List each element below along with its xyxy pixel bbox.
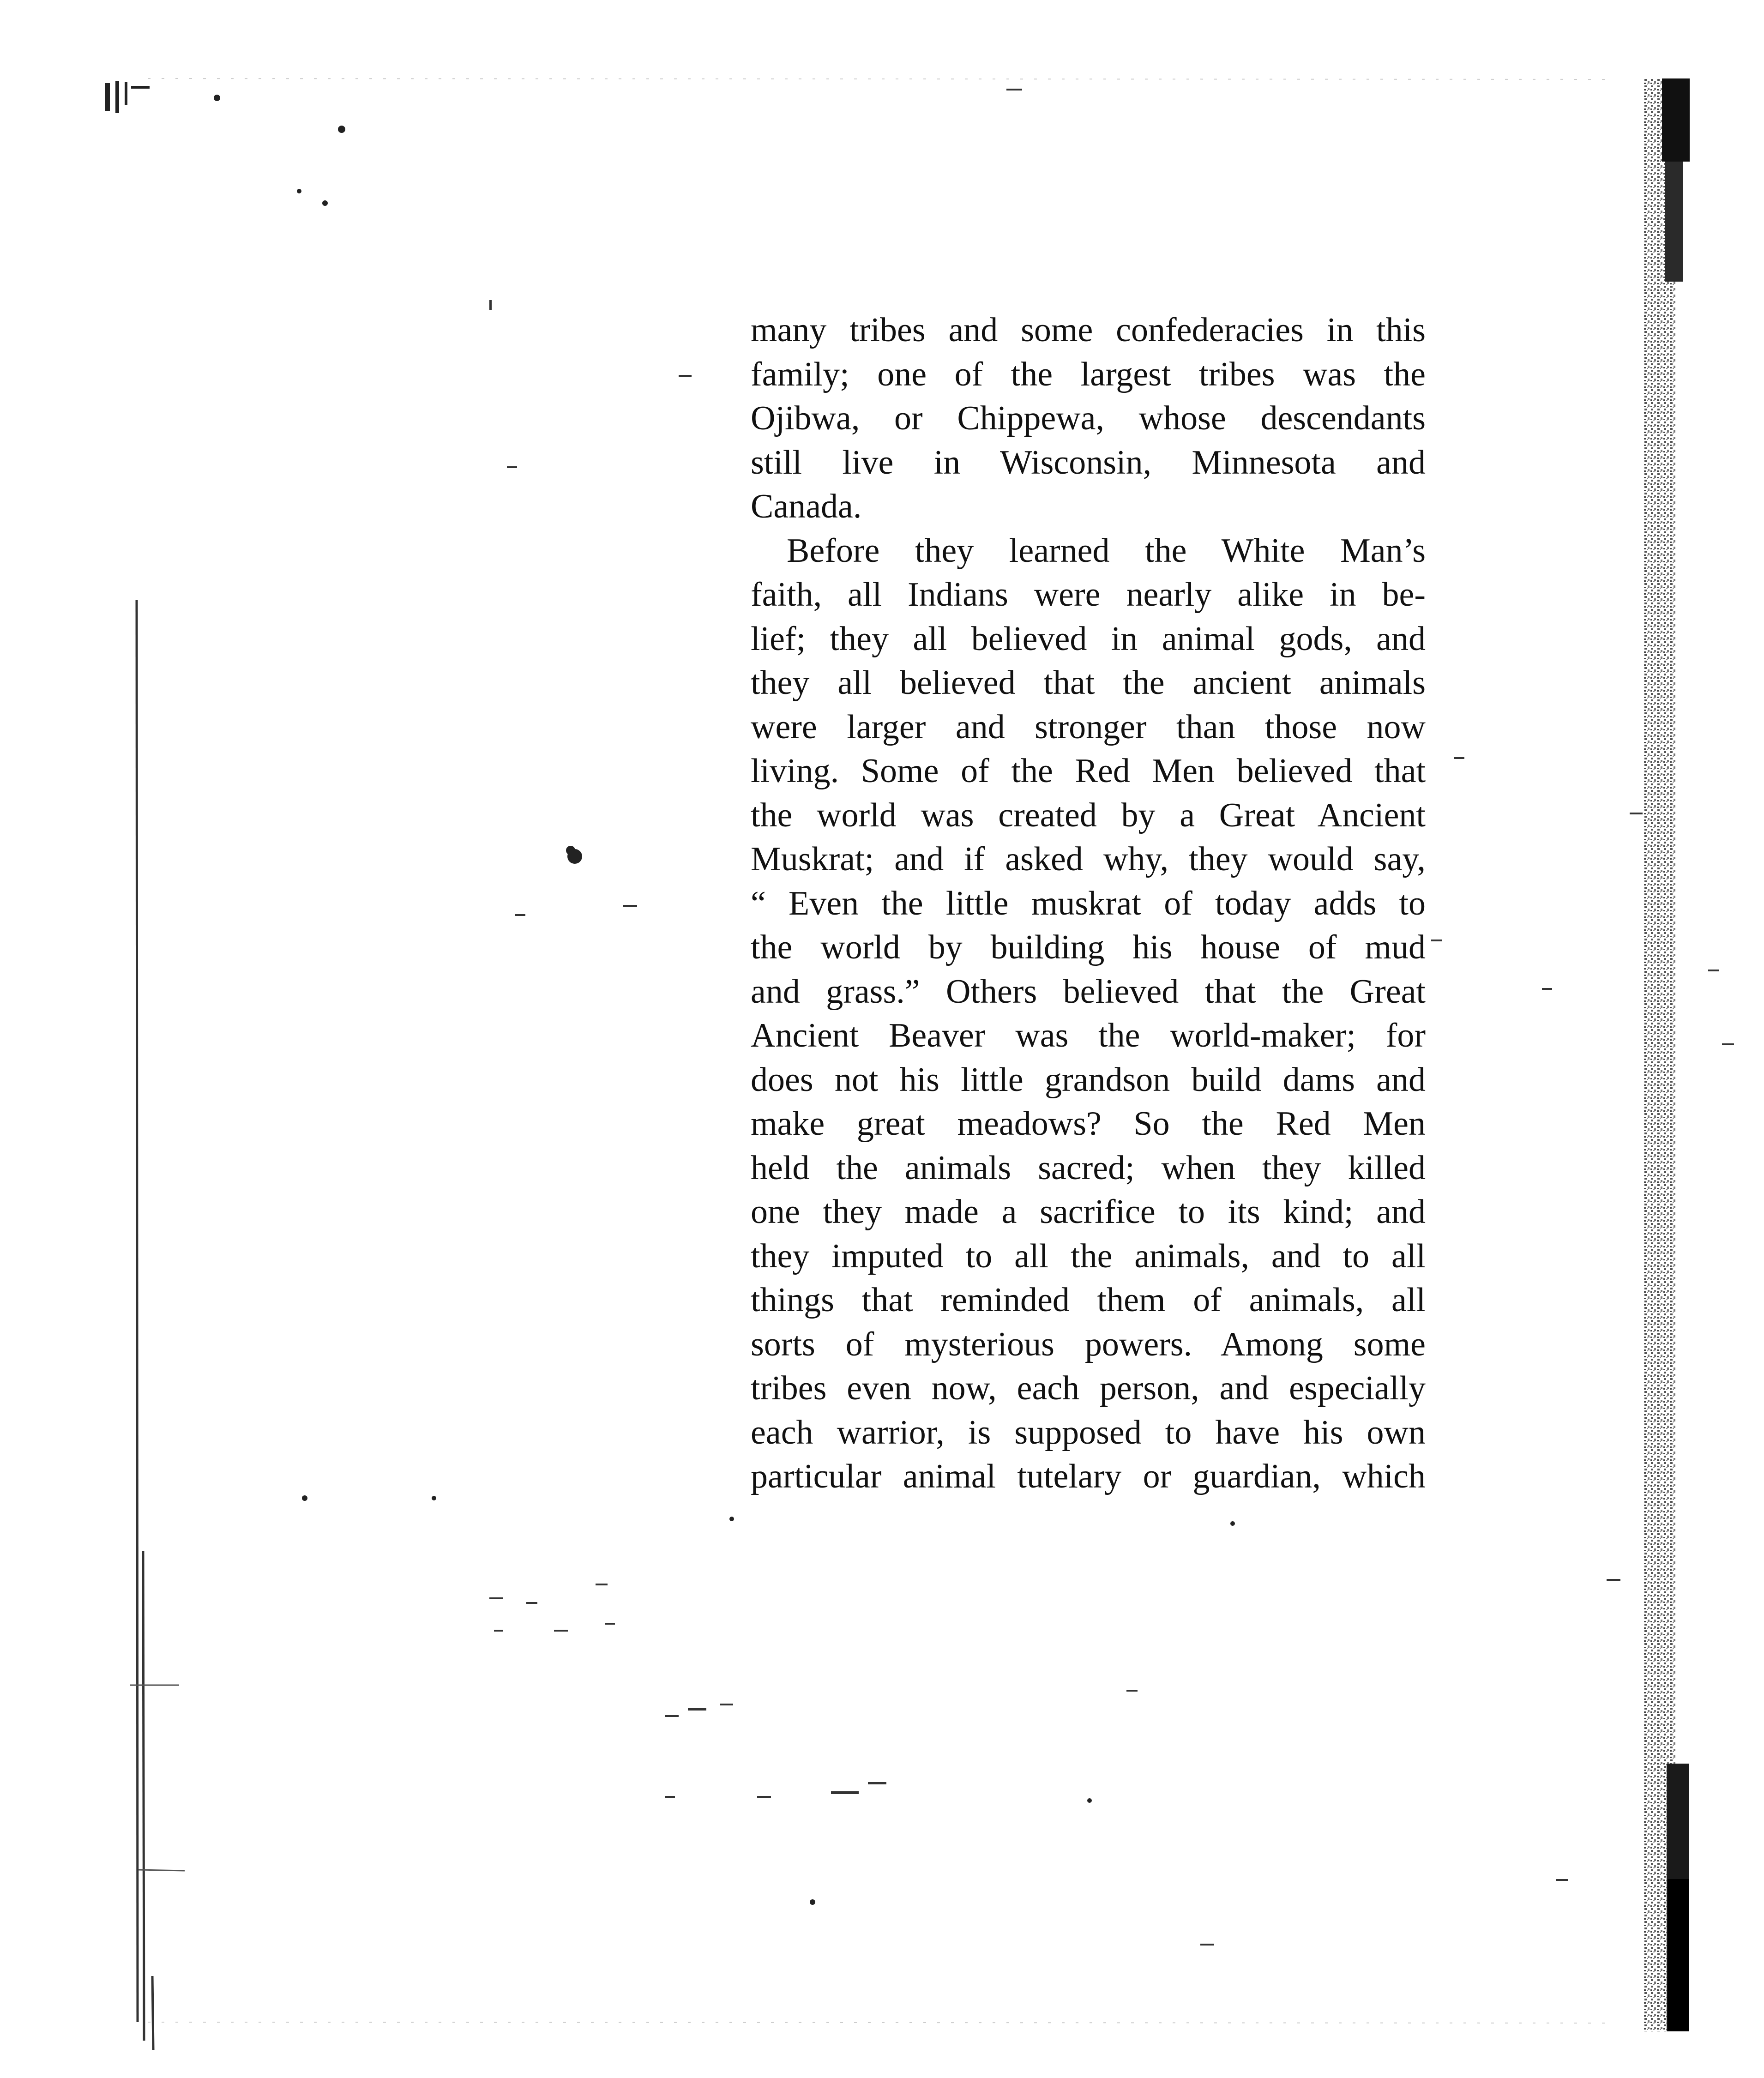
text-line: each warrior, is supposed to have his own [751,1413,1426,1452]
text-line: Muskrat; and if asked why, they would say, [751,840,1426,878]
text-line: sorts of mysterious powers. Among some [751,1325,1426,1363]
text-line: still live in Wisconsin, Minnesota and [751,443,1426,482]
text-line: lief; they all believed in animal gods, and [751,620,1426,658]
text-line: Ancient Beaver was the world-maker; for [751,1017,1426,1054]
text-line: things that reminded them of animals, all [751,1281,1426,1319]
text-line: held the animals sacred; when they killed [751,1149,1426,1187]
text-line: does not his little grandson build dams and [751,1060,1426,1099]
text-line: they all believed that the ancient animals [751,664,1426,702]
text-line: many tribes and some confederacies in this [751,311,1426,349]
text-line: they imputed to all the animals, and to all [751,1237,1426,1275]
text-line: Before they learned the White Man’s [787,531,1426,570]
text-line: faith, all Indians were nearly alike in be- [751,576,1426,614]
text-line: living. Some of the Red Men believed that [751,752,1426,790]
text-line: Canada. [751,488,862,525]
text-line: particular animal tutelary or guardian, which [751,1458,1426,1495]
text-line: the world was created by a Great Ancient [751,796,1426,834]
text-line: tribes even now, each person, and especially [751,1369,1426,1407]
text-line: the world by building his house of mud [751,928,1426,966]
body-text [751,308,1426,1499]
text-line: and grass.” Others believed that the Great [751,972,1426,1011]
text-line: make great meadows? So the Red Men [751,1105,1426,1143]
text-line: family; one of the largest tribes was the [751,355,1426,393]
text-line: one they made a sacrifice to its kind; and [751,1193,1426,1231]
text-line: “ Even the little muskrat of today adds to [751,884,1426,922]
text-line: were larger and stronger than those now [751,708,1426,746]
text-line: Ojibwa, or Chippewa, whose descendants [751,399,1426,437]
